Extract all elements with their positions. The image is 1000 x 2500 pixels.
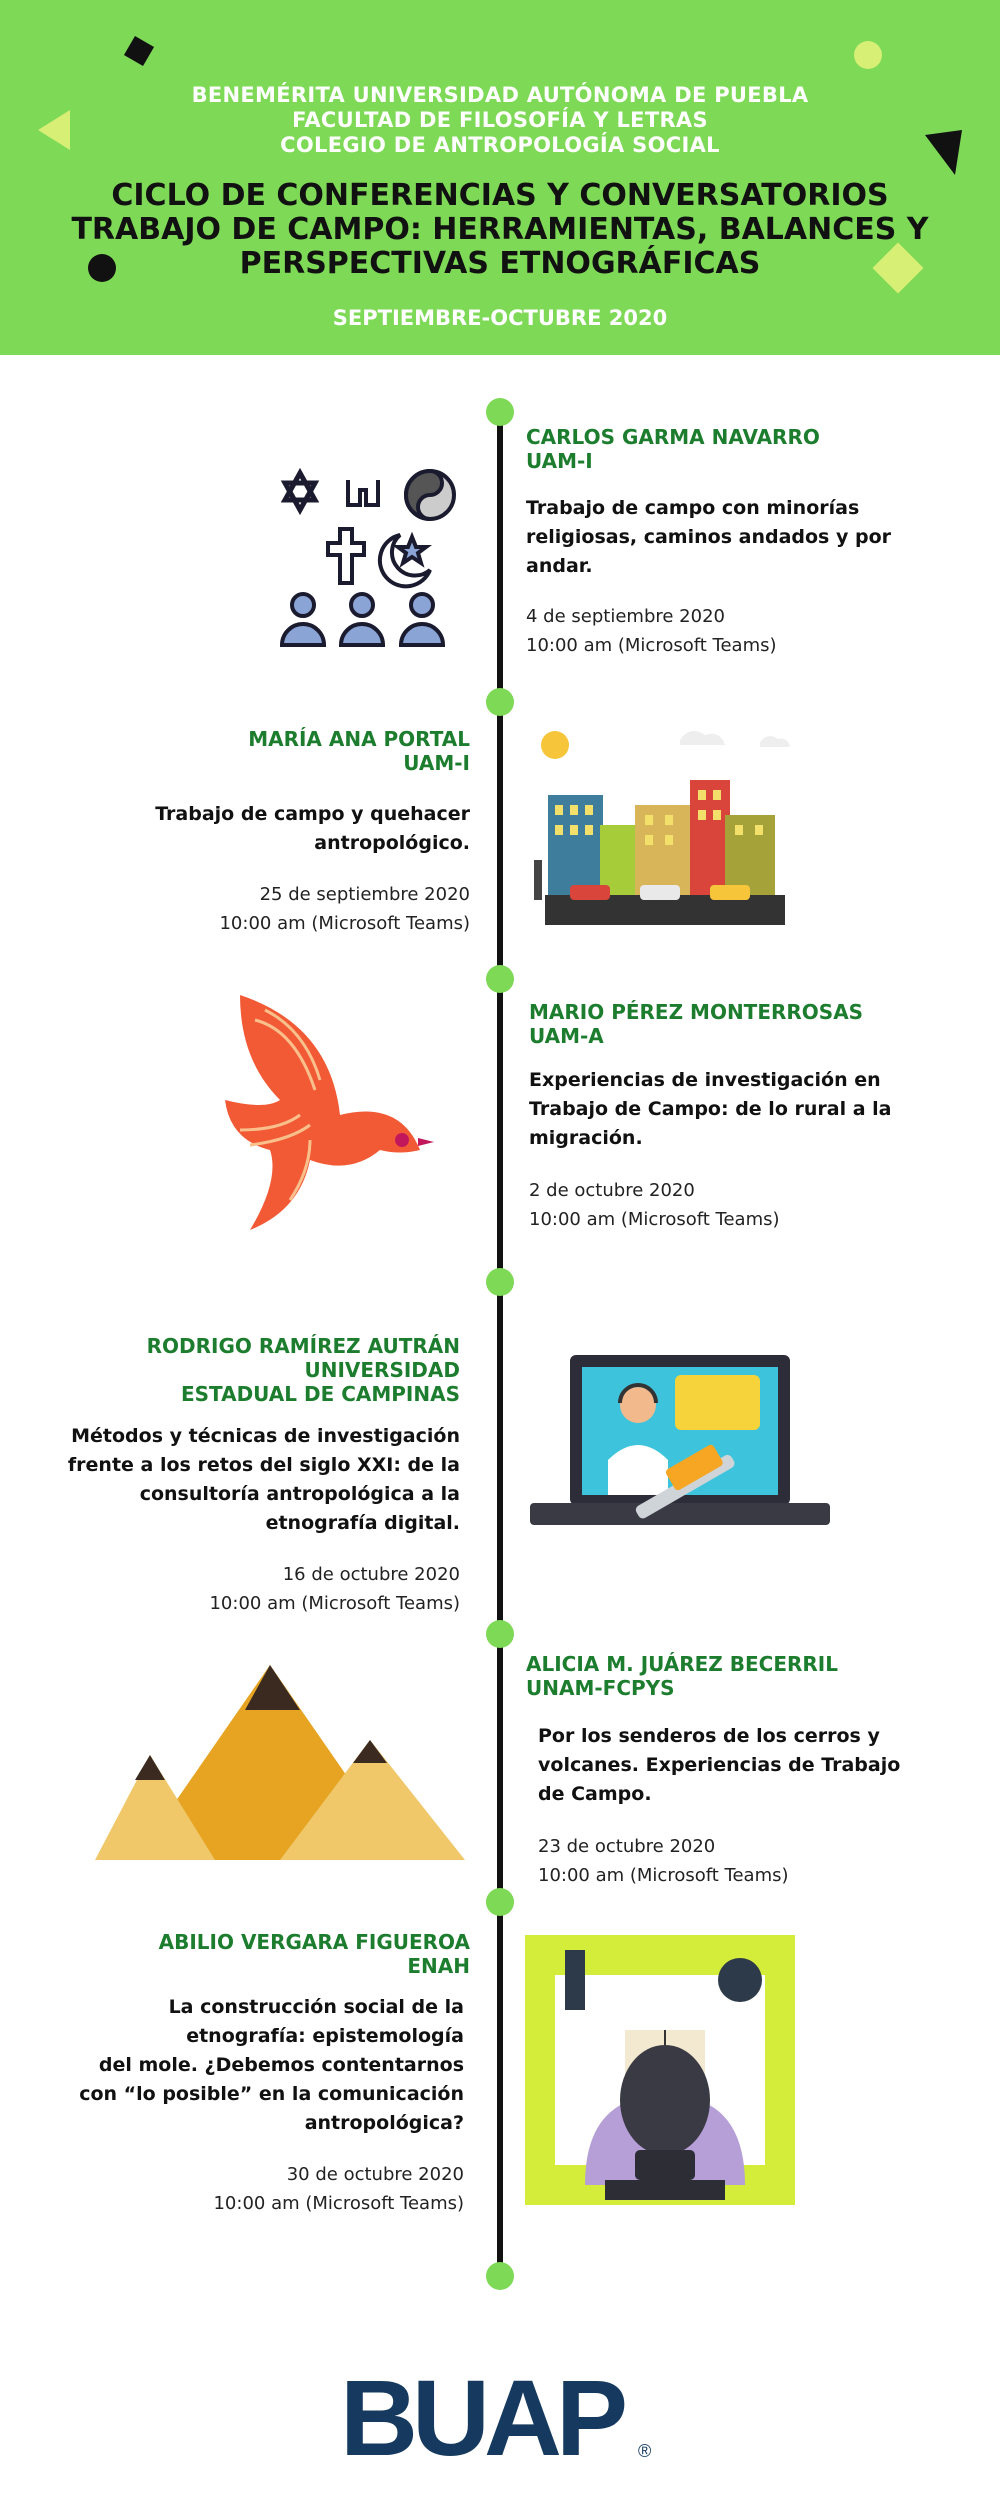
speaker-name: MARIO PÉREZ MONTERROSAS UAM-A: [529, 1000, 864, 1048]
buap-logo: [340, 2360, 660, 2470]
timeline-dot: [486, 688, 514, 716]
bird-illustration: [220, 980, 440, 1230]
laptop-illustration: [520, 1345, 840, 1555]
city-illustration: [520, 720, 820, 940]
timeline-dot: [486, 1268, 514, 1296]
header-banner: [0, 0, 1000, 355]
talk-topic: Por los senderos de los cerros y volcanes. Experiencias de Trabajo de Campo.: [538, 1725, 901, 1805]
talk-date: 23 de octubre 2020 10:00 am (Microsoft Teams): [538, 1836, 789, 1886]
timeline-dot: [486, 2262, 514, 2290]
mountains-illustration: [95, 1665, 465, 1865]
institution-line-2: FACULTAD DE FILOSOFÍA Y LETRAS: [292, 108, 708, 132]
speaker-name: RODRIGO RAMÍREZ AUTRÁN UNIVERSIDAD ESTADUAL DE CAMPINAS: [146, 1334, 460, 1406]
talk-topic: Experiencias de investigación en Trabajo de Campo: de lo rural a la migración.: [529, 1069, 892, 1149]
talk-date: 25 de septiembre 2020 10:00 am (Microsoft Teams): [219, 884, 470, 934]
talk-date: 4 de septiembre 2020 10:00 am (Microsoft Teams): [526, 606, 777, 656]
talk-date: 2 de octubre 2020 10:00 am (Microsoft Teams): [529, 1180, 780, 1230]
speaker-name: MARÍA ANA PORTAL UAM-I: [248, 727, 470, 775]
title-line-1: CICLO DE CONFERENCIAS Y CONVERSATORIOS: [111, 178, 889, 213]
speaker-name: ABILIO VERGARA FIGUEROA ENAH: [158, 1930, 470, 1978]
religion-icons: [270, 465, 470, 665]
talk-topic: La construcción social de la etnografía: epistemología del mole. ¿Debemos contentarnos con “lo posible” en la comunicación antropológica?: [79, 1996, 464, 2134]
timeline-dot: [486, 398, 514, 426]
talk-topic: Trabajo de campo y quehacer antropológico.: [155, 803, 470, 854]
timeline-dot: [486, 965, 514, 993]
speaker-name: ALICIA M. JUÁREZ BECERRIL UNAM-FCPYS: [526, 1652, 838, 1700]
talk-topic: Trabajo de campo con minorías religiosas, caminos andados y por andar.: [526, 497, 891, 577]
timeline-dot: [486, 1620, 514, 1648]
talk-date: 16 de octubre 2020 10:00 am (Microsoft Teams): [209, 1564, 460, 1614]
institution-line-1: BENEMÉRITA UNIVERSIDAD AUTÓNOMA DE PUEBLA: [191, 83, 809, 107]
title-line-2: TRABAJO DE CAMPO: HERRAMIENTAS, BALANCES Y: [71, 212, 929, 247]
timeline-dot: [486, 1888, 514, 1916]
event-dates: SEPTIEMBRE-OCTUBRE 2020: [332, 306, 668, 330]
svg-text:®: ®: [638, 2441, 652, 2461]
talk-topic: Métodos y técnicas de investigación frente a los retos del siglo XXI: de la consultoría antropológica a la etnografía digital.: [67, 1425, 460, 1534]
speaker-name: CARLOS GARMA NAVARRO UAM-I: [526, 425, 820, 473]
title-line-3: PERSPECTIVAS ETNOGRÁFICAS: [239, 246, 761, 281]
svg-text:BUAP: BUAP: [340, 2360, 623, 2470]
talk-date: 30 de octubre 2020 10:00 am (Microsoft Teams): [213, 2164, 464, 2214]
institution-line-3: COLEGIO DE ANTROPOLOGÍA SOCIAL: [280, 133, 720, 157]
study-desk-illustration: [525, 1935, 795, 2205]
